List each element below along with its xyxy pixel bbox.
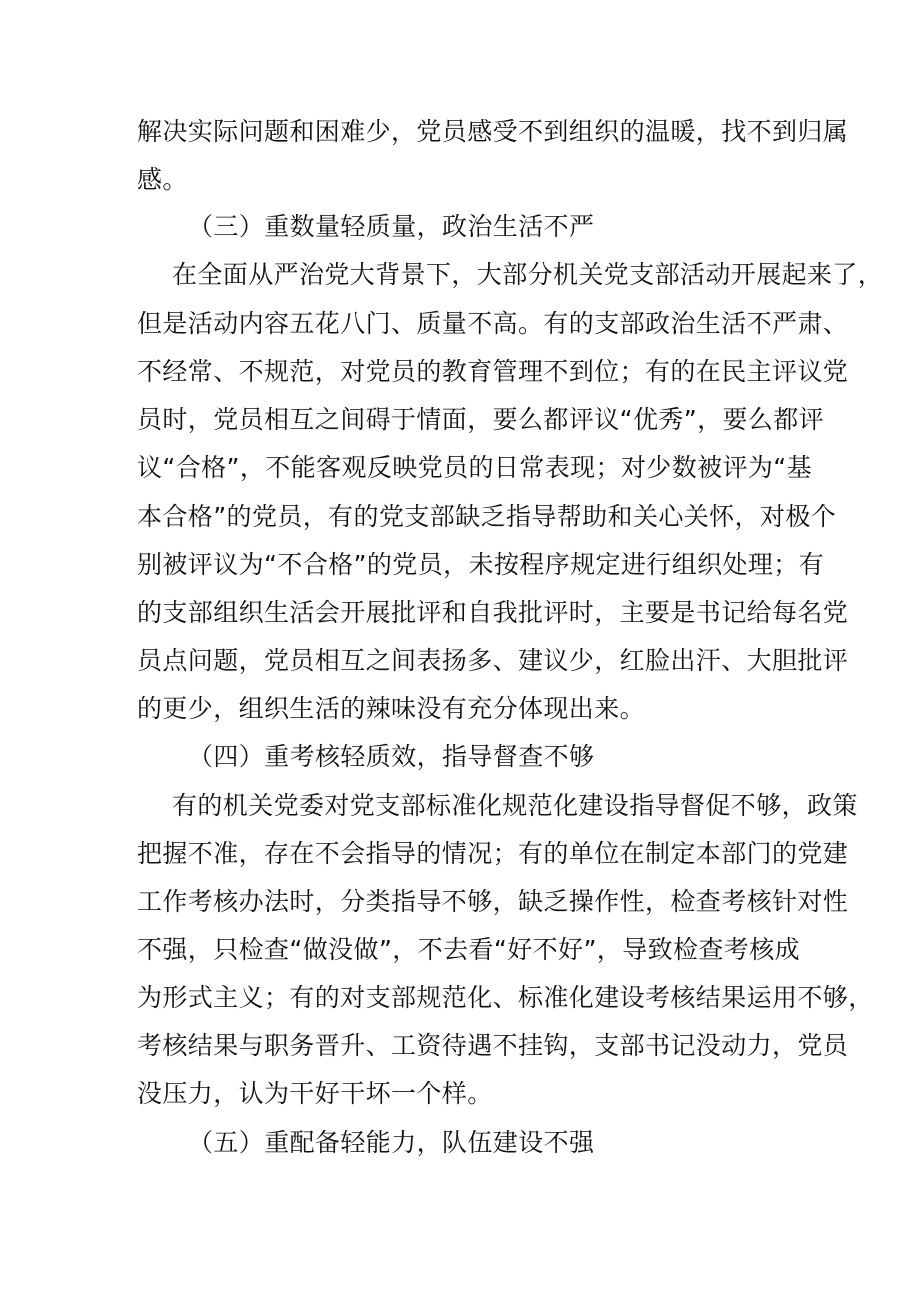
paragraph-line: 员点问题，党员相互之间表扬多、建议少，红脸出汗、大胆批评	[137, 646, 849, 675]
paragraph-line: 本合格”的党员，有的党支部缺乏指导帮助和关心关怀，对极个	[137, 502, 837, 531]
paragraph-line: 工作考核办法时，分类指导不够，缺乏操作性，检查考核针对性	[137, 887, 849, 916]
section-heading-5: （五）重配备轻能力，队伍建设不强	[188, 1128, 595, 1157]
paragraph-line: 把握不准，存在不会指导的情况；有的单位在制定本部门的党建	[137, 839, 849, 868]
paragraph-line: 不经常、不规范，对党员的教育管理不到位；有的在民主评议党	[137, 357, 849, 386]
section-heading-3: （三）重数量轻质量，政治生活不严	[188, 212, 595, 241]
paragraph-line: 别被评议为“不合格”的党员，未按程序规定进行组织处理；有	[137, 550, 825, 579]
paragraph-line: 解决实际问题和困难少，党员感受不到组织的温暖，找不到归属	[137, 117, 849, 146]
paragraph-line: 的更少，组织生活的辣味没有充分体现出来。	[137, 694, 646, 723]
paragraph-line: 感。	[137, 165, 188, 194]
section-heading-4: （四）重考核轻质效，指导督查不够	[188, 742, 595, 771]
paragraph-line: 不强，只检查“做没做”，不去看“好不好”，导致检查考核成	[137, 935, 801, 964]
paragraph-line: 议“合格”，不能客观反映党员的日常表现；对少数被评为“基	[137, 453, 813, 482]
paragraph-line: 员时，党员相互之间碍于情面，要么都评议“优秀”，要么都评	[137, 405, 825, 434]
paragraph-line: 为形式主义；有的对支部规范化、标准化建设考核结果运用不够，	[137, 983, 874, 1012]
paragraph-line: 的支部组织生活会开展批评和自我批评时，主要是书记给每名党	[137, 598, 849, 627]
paragraph-line: 在全面从严治党大背景下，大部分机关党支部活动开展起来了，	[172, 260, 884, 289]
paragraph-line: 但是活动内容五花八门、质量不高。有的支部政治生活不严肃、	[137, 309, 849, 338]
paragraph-line: 没压力，认为干好干坏一个样。	[137, 1079, 493, 1108]
paragraph-line: 有的机关党委对党支部标准化规范化建设指导督促不够，政策	[172, 791, 858, 820]
paragraph-line: 考核结果与职务晋升、工资待遇不挂钩，支部书记没动力，党员	[137, 1031, 849, 1060]
